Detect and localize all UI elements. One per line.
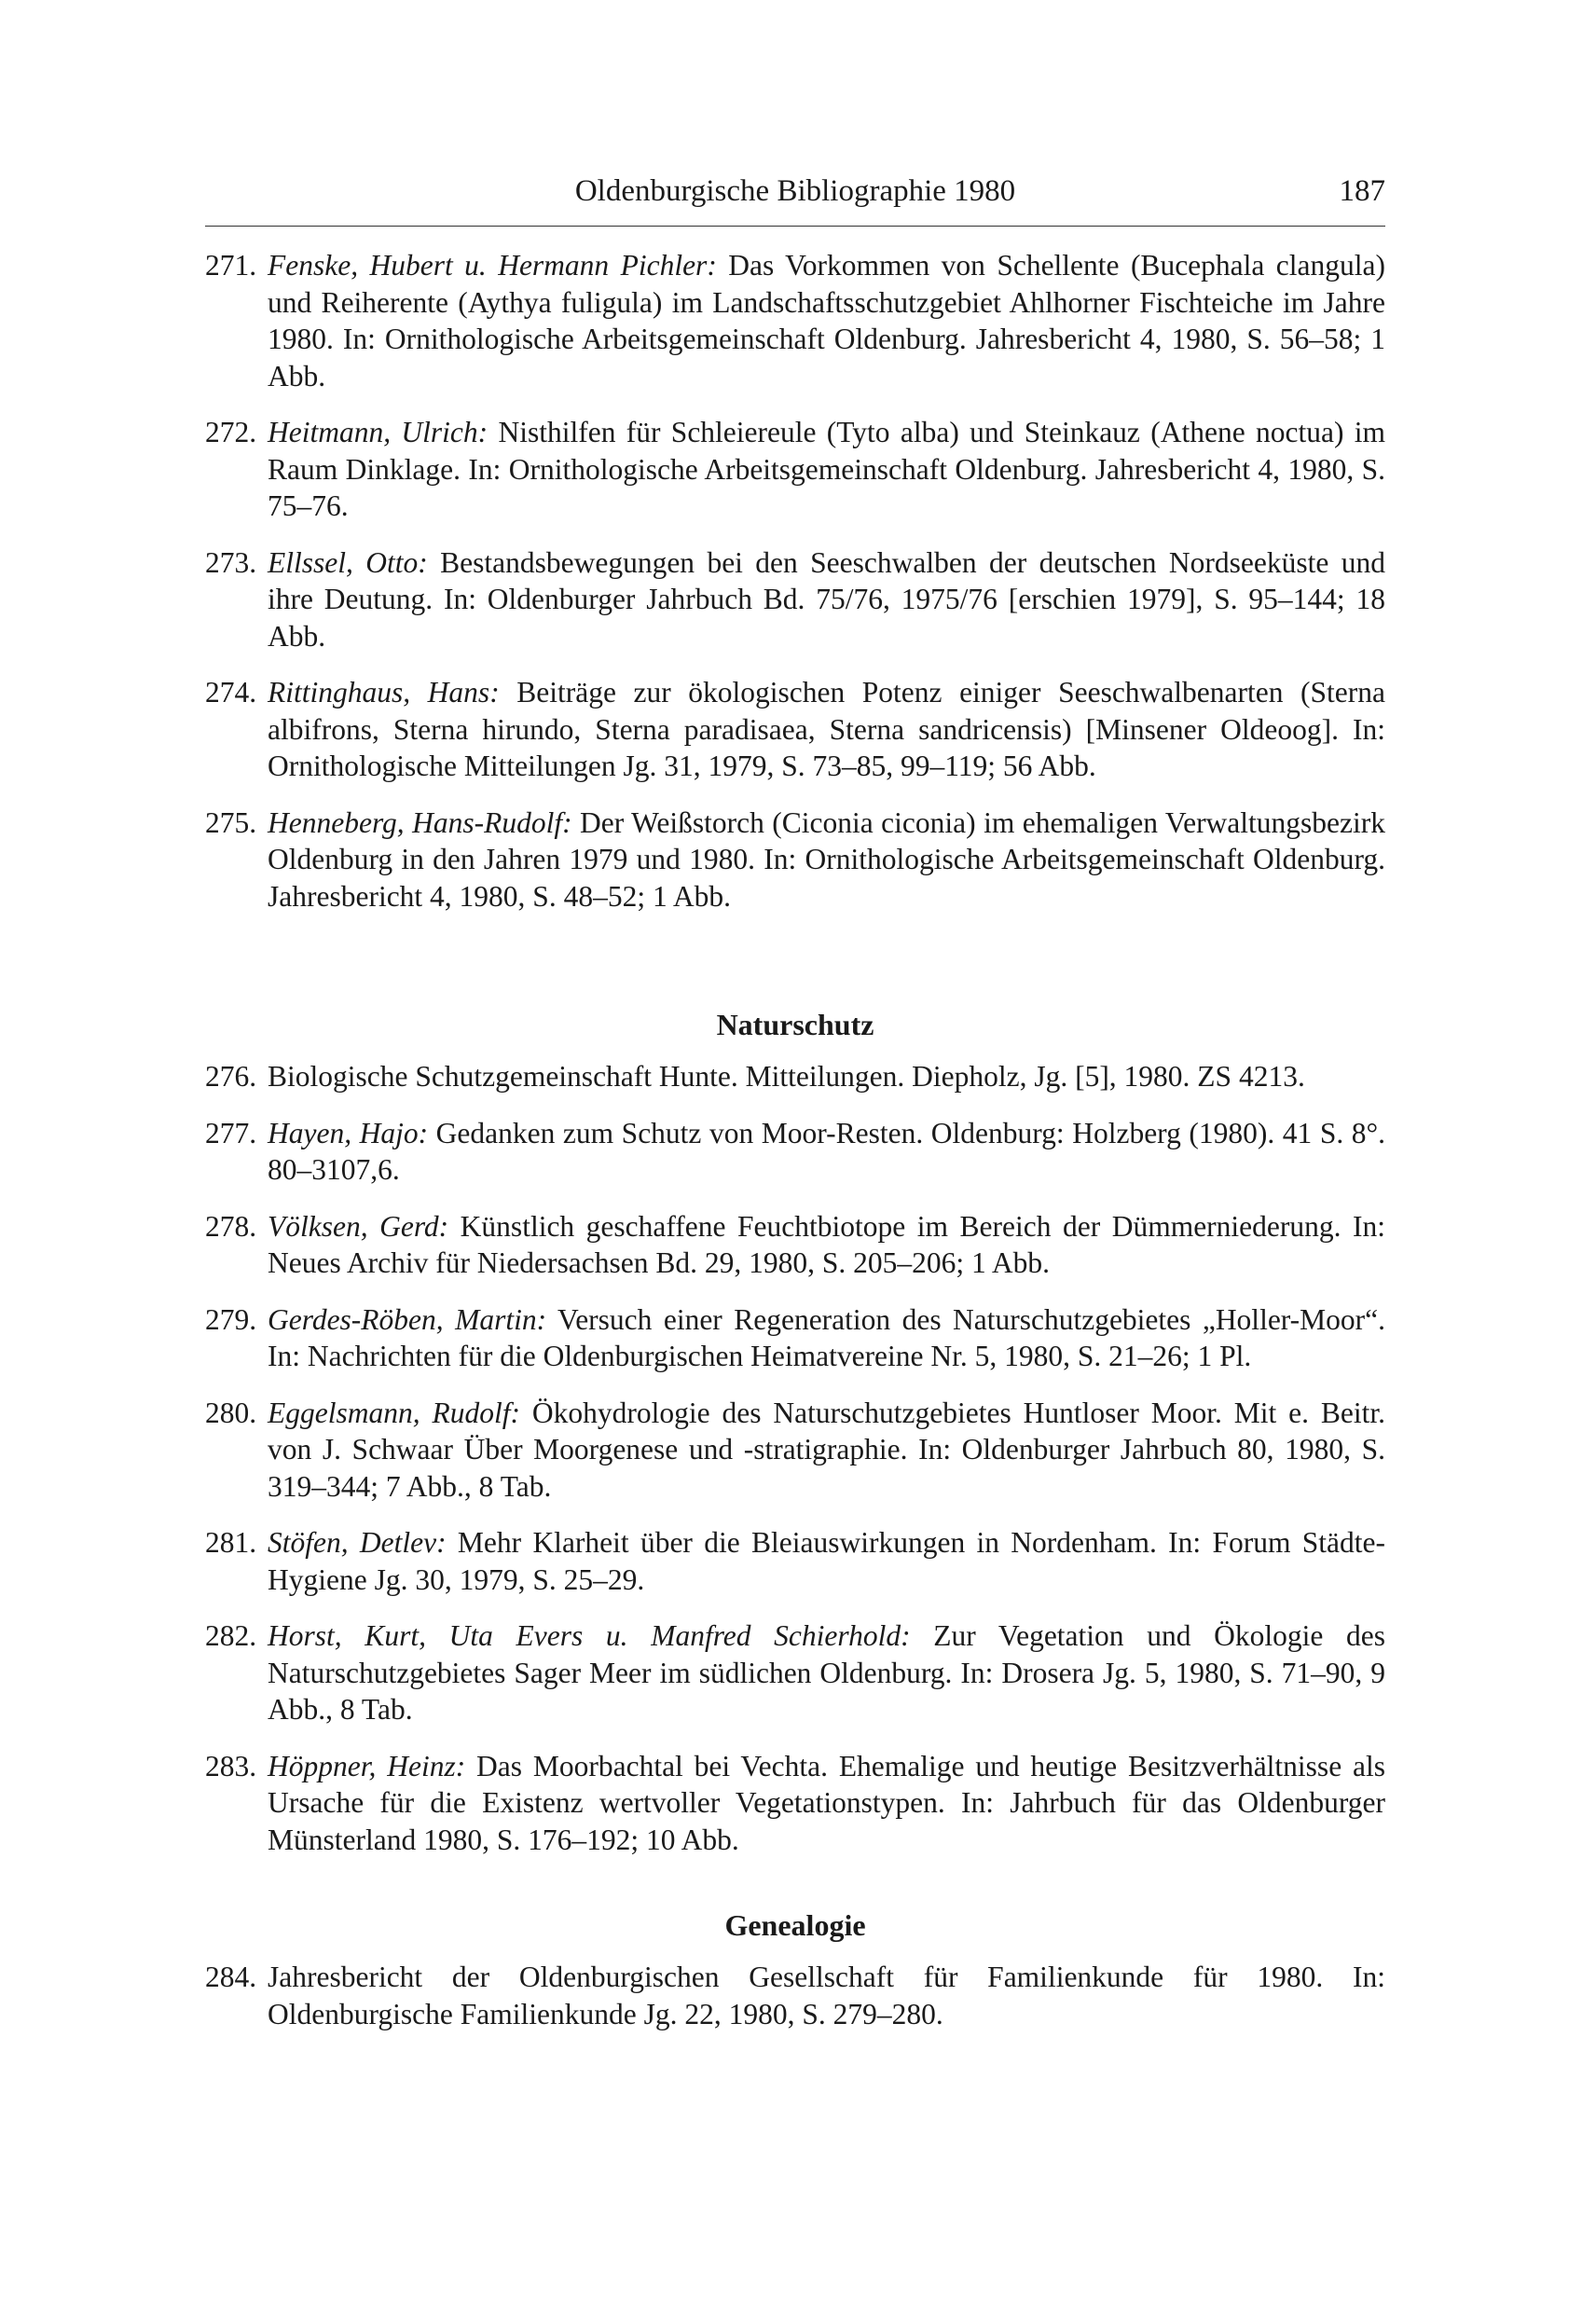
entry-author: Hayen, Hajo: xyxy=(268,1116,429,1149)
entry-body xyxy=(268,1524,1385,1598)
bibliography-entry xyxy=(205,1395,1385,1506)
entry-body xyxy=(268,1115,1385,1189)
entry-number: 283. xyxy=(205,1749,257,1782)
entry-text: Versuch einer Regeneration des Naturschutzgebietes „Holler-Moor“. In: Nachrichten für die Oldenburgischen Heimatvereine Nr. 5, 1980, S. 21–26; 1 Pl. xyxy=(268,1302,1385,1372)
section-heading: Genealogie xyxy=(724,1908,866,1942)
section xyxy=(205,247,1385,915)
page xyxy=(205,168,1385,2052)
bibliography-entry xyxy=(205,1524,1385,1598)
entry-text: Zur Vegetation und Ökologie des Naturschutzgebietes Sager Meer im südlichen Oldenburg. In: Drosera Jg. 5, 1980, S. 71–90, 9 Abb., 8 Tab. xyxy=(268,1619,1386,1726)
entry-text: Künstlich geschaffene Feuchtbiotope im Bereich der Dümmerniederung. In: Neues Archiv für Niedersachsen Bd. 29, 1980, S. 205–206; 1 Abb. xyxy=(268,1209,1386,1279)
entry-text: Das Vorkommen von Schellente (Bucephala clangula) und Reiherente (Aythya fuligula) im Landschaftsschutzgebiet Ahlhorner Fischteiche im Jahre 1980. In: Ornithologische Arbeitsgemeinschaft Oldenburg. Jahresbericht 4, 1980, S. 56–58; 1 Abb. xyxy=(268,249,1385,392)
entry-text: Beiträge zur ökologischen Potenz einiger Seeschwalbenarten (Sterna albifrons, Sterna hirundo, Sterna paradisaea, Sterna sandricensis) [Minsener Oldeoog]. In: Ornithologische Mitteilungen Jg. 31, 1979, S. 73–85, 99–119; 56 Abb. xyxy=(268,676,1385,782)
entry-text: Der Weißstorch (Ciconia ciconia) im ehemaligen Verwaltungsbezirk Oldenburg in den Jahren 1979 und 1980. In: Ornithologische Arbeitsgemeinschaft Oldenburg. Jahresbericht 4, 1980, S. 48–52; 1 Abb. xyxy=(268,805,1386,913)
bibliography-entry xyxy=(205,1748,1385,1859)
bibliography-entry xyxy=(205,414,1385,525)
entry-body xyxy=(268,1301,1385,1375)
entry-author: Gerdes-Röben, Martin: xyxy=(268,1302,547,1336)
entry-body xyxy=(268,1208,1385,1282)
entry-text: Bestandsbewegungen bei den Seeschwalben der deutschen Nordseeküste und ihre Deutung. In: Oldenburger Jahrbuch Bd. 75/76, 1975/76 [erschien 1979], S. 95–144; 18 Abb. xyxy=(268,545,1385,653)
entry-author: Fenske, Hubert u. Hermann Pichler: xyxy=(268,249,717,282)
bibliography-entry xyxy=(205,1301,1385,1375)
page-number: 187 xyxy=(1339,174,1385,208)
bibliography-entry xyxy=(205,1058,1385,1095)
header-rule xyxy=(205,226,1385,227)
entry-number: 275. xyxy=(205,805,257,839)
entry-body xyxy=(268,1058,1385,1095)
section xyxy=(205,1004,1385,1858)
entry-number: 273. xyxy=(205,545,257,579)
entry-author: Völksen, Gerd: xyxy=(268,1209,449,1243)
entry-author: Eggelsmann, Rudolf: xyxy=(268,1396,520,1429)
bibliography-entry xyxy=(205,674,1385,785)
entry-number: 274. xyxy=(205,676,257,709)
entry-text: Ökohydrologie des Naturschutzgebietes Huntloser Moor. Mit e. Beitr. von J. Schwaar Über Moorgenese und -stratigraphie. In: Oldenburger Jahrbuch 80, 1980, S. 319–344; 7 Abb., 8 Tab. xyxy=(268,1396,1386,1503)
bibliography-content xyxy=(205,247,1385,2032)
entry-text: Jahresbericht der Oldenburgischen Gesellschaft für Familienkunde für 1980. In: Oldenburgische Familienkunde Jg. 22, 1980, S. 279–280. xyxy=(268,1961,1385,2030)
entry-number: 272. xyxy=(205,416,257,448)
entry-author: Stöfen, Detlev: xyxy=(268,1526,447,1559)
entry-author: Henneberg, Hans-Rudolf: xyxy=(268,805,572,839)
entry-text: Nisthilfen für Schleiereule (Tyto alba) und Steinkauz (Athene noctua) im Raum Dinklage. In: Ornithologische Arbeitsgemeinschaft Oldenburg. Jahresbericht 4, 1980, S. 75–76. xyxy=(268,416,1385,522)
entry-author: Heitmann, Ulrich: xyxy=(268,416,488,448)
bibliography-entry xyxy=(205,1959,1385,2032)
bibliography-entry xyxy=(205,805,1385,915)
entry-body xyxy=(268,414,1385,525)
section-heading: Naturschutz xyxy=(716,1008,874,1041)
entry-number: 276. xyxy=(205,1060,257,1093)
entry-author: Rittinghaus, Hans: xyxy=(268,676,500,709)
entry-number: 271. xyxy=(205,249,257,282)
section xyxy=(205,1905,1385,2032)
bibliography-entry xyxy=(205,1115,1385,1189)
entry-author: Höppner, Heinz: xyxy=(268,1749,466,1782)
entry-text: Biologische Schutzgemeinschaft Hunte. Mitteilungen. Diepholz, Jg. [5], 1980. ZS 4213. xyxy=(268,1060,1305,1093)
entry-body xyxy=(268,247,1385,394)
entry-body xyxy=(268,1395,1385,1506)
entry-body xyxy=(268,1959,1385,2032)
entry-number: 284. xyxy=(205,1961,257,1993)
entry-body xyxy=(268,544,1385,655)
entry-body xyxy=(268,805,1385,915)
bibliography-entry xyxy=(205,1208,1385,1282)
entry-body xyxy=(268,1617,1385,1728)
entry-body xyxy=(268,1748,1385,1859)
entry-text: Das Moorbachtal bei Vechta. Ehemalige und heutige Besitzverhältnisse als Ursache für die Existenz wertvoller Vegetationstypen. In: Jahrbuch für das Oldenburger Münsterland 1980, S. 176–192; 10 Abb. xyxy=(268,1749,1386,1856)
entry-author: Ellssel, Otto: xyxy=(268,545,428,579)
entry-number: 277. xyxy=(205,1116,257,1149)
entry-body xyxy=(268,674,1385,785)
bibliography-entry xyxy=(205,544,1385,655)
entry-number: 281. xyxy=(205,1526,257,1559)
bibliography-entry xyxy=(205,1617,1385,1728)
entry-number: 279. xyxy=(205,1302,257,1336)
entry-text: Gedanken zum Schutz von Moor-Resten. Oldenburg: Holzberg (1980). 41 S. 8°. 80–3107,6. xyxy=(268,1116,1385,1186)
running-head-title: Oldenburgische Bibliographie 1980 xyxy=(574,174,1016,208)
entry-text: Mehr Klarheit über die Bleiauswirkungen in Nordenham. In: Forum Städte-Hygiene Jg. 30, 1979, S. 25–29. xyxy=(268,1526,1386,1596)
entry-number: 280. xyxy=(205,1396,257,1429)
entry-author: Horst, Kurt, Uta Evers u. Manfred Schierhold: xyxy=(268,1619,911,1652)
entry-number: 278. xyxy=(205,1209,257,1243)
running-head xyxy=(205,168,1385,214)
entry-number: 282. xyxy=(205,1619,257,1652)
bibliography-entry xyxy=(205,247,1385,394)
